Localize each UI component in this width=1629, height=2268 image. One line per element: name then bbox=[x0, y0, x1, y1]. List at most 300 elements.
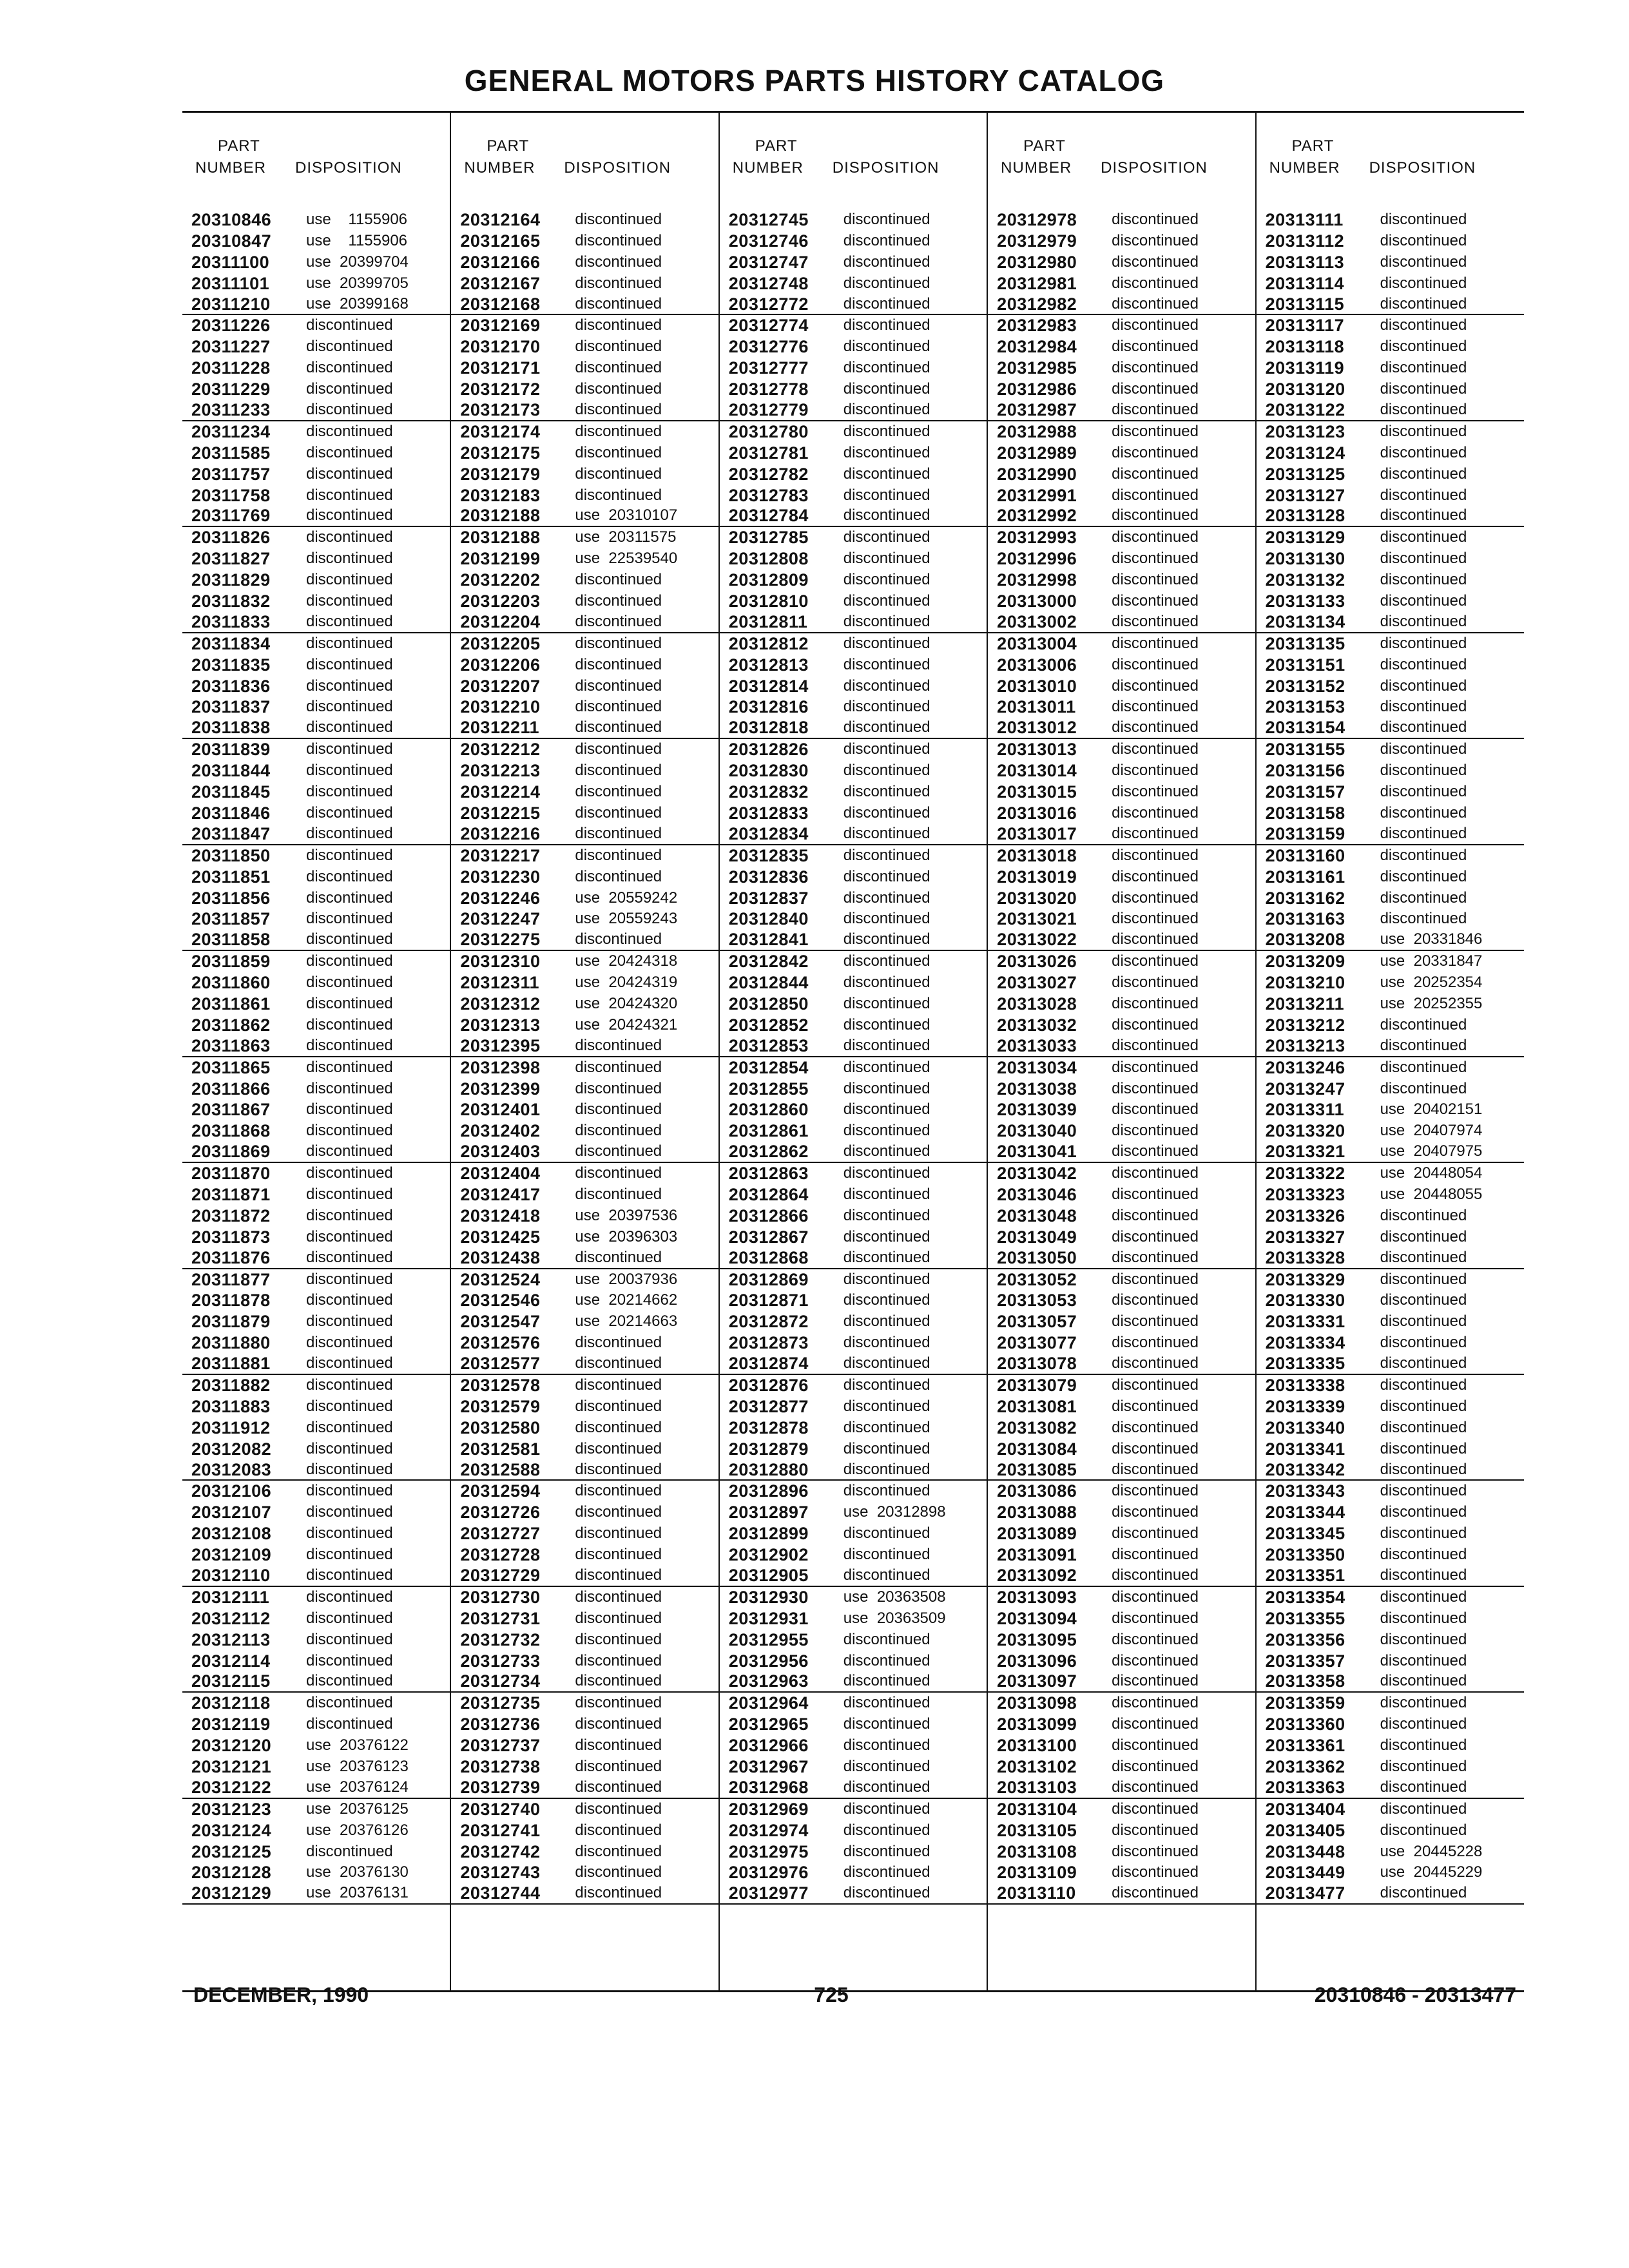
part-number: 20312123 bbox=[191, 1799, 272, 1819]
table-row bbox=[1257, 1671, 1524, 1693]
disposition: discontinued bbox=[1112, 1270, 1199, 1288]
table-row bbox=[1257, 1418, 1524, 1439]
disposition: discontinued bbox=[575, 294, 662, 312]
part-number: 20313405 bbox=[1265, 1820, 1345, 1840]
disposition: discontinued bbox=[1380, 1630, 1467, 1648]
part-number: 20313111 bbox=[1265, 210, 1344, 229]
part-number: 20312977 bbox=[728, 1883, 809, 1903]
disposition: discontinued bbox=[843, 1651, 930, 1669]
disposition: discontinued bbox=[1380, 550, 1467, 568]
part-number: 20311863 bbox=[191, 1035, 271, 1055]
disposition: discontinued bbox=[575, 1651, 662, 1669]
part-number: 20313331 bbox=[1265, 1312, 1345, 1332]
part-number: 20311829 bbox=[191, 570, 271, 590]
part-number: 20312808 bbox=[728, 549, 809, 569]
part-number: 20312120 bbox=[191, 1736, 272, 1756]
table-row bbox=[1257, 612, 1524, 633]
disposition: discontinued bbox=[1112, 443, 1199, 461]
disposition: discontinued bbox=[1380, 253, 1467, 271]
table-row bbox=[1257, 1502, 1524, 1523]
part-number: 20312966 bbox=[728, 1736, 809, 1756]
table-row bbox=[1257, 1227, 1524, 1248]
table-row bbox=[182, 1120, 450, 1142]
disposition: discontinued bbox=[575, 1397, 662, 1415]
disposition: discontinued bbox=[575, 380, 662, 398]
part-number: 20312113 bbox=[191, 1629, 271, 1649]
disposition: discontinued bbox=[1380, 718, 1467, 736]
disposition: discontinued bbox=[843, 1630, 930, 1648]
disposition: discontinued bbox=[575, 1863, 662, 1881]
part-number: 20312247 bbox=[460, 909, 541, 929]
disposition: discontinued bbox=[1112, 465, 1199, 483]
part-number: 20312211 bbox=[460, 718, 540, 738]
disposition: discontinued bbox=[1112, 803, 1199, 822]
disposition: discontinued bbox=[1112, 1397, 1199, 1415]
disposition: discontinued bbox=[306, 1164, 393, 1182]
table-row bbox=[182, 336, 450, 358]
part-number: 20312737 bbox=[460, 1736, 541, 1756]
part-number: 20313311 bbox=[1265, 1100, 1345, 1120]
part-number: 20312213 bbox=[460, 761, 541, 781]
disposition: use 20407974 bbox=[1380, 1122, 1483, 1140]
table-row bbox=[720, 1693, 987, 1714]
part-number: 20312983 bbox=[997, 316, 1077, 336]
table-row bbox=[988, 1142, 1255, 1163]
disposition: discontinued bbox=[1380, 1312, 1467, 1331]
table-row bbox=[1257, 867, 1524, 888]
table-row bbox=[720, 231, 987, 252]
disposition: discontinued bbox=[1380, 274, 1467, 292]
column-rows bbox=[451, 193, 718, 1905]
table-row bbox=[451, 1375, 718, 1396]
disposition: discontinued bbox=[1112, 1482, 1199, 1500]
disposition: discontinued bbox=[843, 1122, 930, 1140]
disposition: discontinued bbox=[306, 740, 393, 758]
table-row bbox=[988, 1120, 1255, 1142]
disposition: discontinued bbox=[1380, 867, 1467, 885]
disposition: discontinued bbox=[575, 1354, 662, 1372]
table-row bbox=[720, 1778, 987, 1799]
table-row bbox=[182, 421, 450, 443]
table-row bbox=[720, 443, 987, 464]
table-row bbox=[182, 951, 450, 972]
part-number: 20311870 bbox=[191, 1164, 271, 1184]
column-rows bbox=[1257, 193, 1524, 1905]
part-number: 20312861 bbox=[728, 1121, 809, 1141]
column-header bbox=[182, 113, 450, 193]
table-row bbox=[988, 1883, 1255, 1905]
disposition: discontinued bbox=[575, 1036, 662, 1054]
table-row bbox=[720, 739, 987, 760]
table-row bbox=[1257, 591, 1524, 612]
disposition: discontinued bbox=[843, 1100, 930, 1119]
disposition: use 1155906 bbox=[306, 231, 408, 249]
part-number: 20311856 bbox=[191, 888, 271, 908]
part-number: 20313105 bbox=[997, 1820, 1077, 1840]
table-row bbox=[182, 1184, 450, 1206]
part-number: 20311868 bbox=[191, 1121, 271, 1141]
table-row bbox=[451, 760, 718, 782]
disposition: discontinued bbox=[306, 592, 393, 610]
table-row bbox=[988, 1206, 1255, 1227]
table-row bbox=[988, 1587, 1255, 1608]
table-row bbox=[182, 506, 450, 527]
table-row bbox=[720, 591, 987, 612]
table-row bbox=[1257, 676, 1524, 697]
disposition: use 20312898 bbox=[843, 1503, 946, 1521]
table-row bbox=[1257, 972, 1524, 994]
part-number: 20312979 bbox=[997, 231, 1077, 251]
disposition: discontinued bbox=[575, 1142, 662, 1160]
part-number: 20312743 bbox=[460, 1863, 541, 1883]
part-number: 20312811 bbox=[728, 611, 808, 631]
part-number: 20313011 bbox=[997, 697, 1076, 717]
part-number: 20312165 bbox=[460, 231, 541, 251]
part-number: 20312214 bbox=[460, 782, 541, 802]
disposition: discontinued bbox=[843, 274, 930, 292]
part-number: 20311827 bbox=[191, 549, 271, 569]
table-row bbox=[988, 1756, 1255, 1778]
part-number: 20313094 bbox=[997, 1608, 1077, 1628]
disposition: discontinued bbox=[575, 443, 662, 461]
table-row bbox=[182, 676, 450, 697]
disposition: discontinued bbox=[1112, 1142, 1199, 1160]
header-disposition-label: DISPOSITION bbox=[832, 159, 940, 177]
disposition: discontinued bbox=[306, 634, 393, 652]
table-row bbox=[451, 1079, 718, 1100]
part-number: 20311847 bbox=[191, 823, 271, 843]
part-number: 20313004 bbox=[997, 633, 1077, 653]
part-number: 20312872 bbox=[728, 1312, 809, 1332]
table-row bbox=[720, 1629, 987, 1651]
disposition: discontinued bbox=[843, 824, 930, 842]
table-row bbox=[720, 1756, 987, 1778]
disposition: use 20331847 bbox=[1380, 952, 1483, 970]
part-number: 20313449 bbox=[1265, 1863, 1345, 1883]
disposition: use 20424319 bbox=[575, 974, 678, 992]
part-number: 20312862 bbox=[728, 1142, 809, 1162]
disposition: discontinued bbox=[306, 1036, 393, 1054]
table-row bbox=[988, 1375, 1255, 1396]
table-row bbox=[720, 994, 987, 1015]
disposition: discontinued bbox=[575, 846, 662, 864]
disposition: discontinued bbox=[306, 655, 393, 673]
table-row bbox=[451, 252, 718, 273]
table-row bbox=[1257, 1079, 1524, 1100]
disposition: discontinued bbox=[1380, 1248, 1467, 1266]
disposition: discontinued bbox=[1380, 422, 1467, 440]
part-number: 20312731 bbox=[460, 1608, 541, 1628]
part-number: 20311866 bbox=[191, 1079, 271, 1099]
table-row bbox=[182, 379, 450, 400]
part-number: 20312968 bbox=[728, 1777, 809, 1797]
table-row bbox=[182, 803, 450, 824]
part-number: 20310846 bbox=[191, 210, 272, 229]
table-row bbox=[988, 506, 1255, 527]
disposition: discontinued bbox=[306, 698, 393, 716]
disposition: discontinued bbox=[1112, 274, 1199, 292]
part-number: 20311826 bbox=[191, 528, 271, 548]
disposition: discontinued bbox=[1112, 1100, 1199, 1119]
disposition: discontinued bbox=[306, 1185, 393, 1203]
table-row bbox=[182, 1841, 450, 1863]
disposition: discontinued bbox=[843, 974, 930, 992]
disposition: discontinued bbox=[1380, 443, 1467, 461]
disposition: discontinued bbox=[575, 1842, 662, 1860]
part-number: 20311101 bbox=[191, 273, 270, 293]
part-number: 20313086 bbox=[997, 1481, 1077, 1501]
table-row bbox=[1257, 1544, 1524, 1566]
table-row bbox=[182, 1481, 450, 1502]
disposition: discontinued bbox=[1112, 824, 1199, 842]
part-number: 20311769 bbox=[191, 506, 271, 526]
disposition: discontinued bbox=[1112, 1694, 1199, 1712]
disposition: discontinued bbox=[843, 316, 930, 334]
part-number: 20312203 bbox=[460, 591, 541, 611]
part-number: 20312855 bbox=[728, 1079, 809, 1099]
table-row bbox=[988, 612, 1255, 633]
part-number: 20312747 bbox=[728, 252, 809, 272]
disposition: use 20252355 bbox=[1380, 994, 1483, 1012]
disposition: discontinued bbox=[1112, 1354, 1199, 1372]
part-number: 20313154 bbox=[1265, 718, 1345, 738]
disposition: discontinued bbox=[306, 1142, 393, 1160]
part-number: 20313210 bbox=[1265, 973, 1345, 993]
part-number: 20312217 bbox=[460, 845, 541, 865]
part-number: 20313021 bbox=[997, 909, 1077, 929]
footer-part-range: 20310846 - 20313477 bbox=[1314, 1983, 1516, 2006]
part-number: 20312778 bbox=[728, 380, 809, 399]
table-row bbox=[182, 718, 450, 739]
part-number: 20313322 bbox=[1265, 1164, 1345, 1184]
part-number: 20313326 bbox=[1265, 1206, 1345, 1225]
table-row bbox=[451, 1142, 718, 1163]
table-row bbox=[720, 1820, 987, 1841]
part-number: 20313330 bbox=[1265, 1291, 1345, 1311]
table-row bbox=[182, 1227, 450, 1248]
disposition: discontinued bbox=[843, 1334, 930, 1352]
table-row bbox=[720, 1566, 987, 1587]
table-row bbox=[988, 1735, 1255, 1756]
part-number: 20312878 bbox=[728, 1418, 809, 1437]
disposition: discontinued bbox=[306, 803, 393, 822]
part-number: 20313103 bbox=[997, 1777, 1077, 1797]
part-number: 20313362 bbox=[1265, 1757, 1345, 1777]
disposition: discontinued bbox=[1112, 486, 1199, 504]
part-number: 20313359 bbox=[1265, 1693, 1345, 1713]
table-row bbox=[451, 908, 718, 930]
table-row bbox=[988, 485, 1255, 506]
disposition: discontinued bbox=[575, 1058, 662, 1076]
table-row bbox=[182, 782, 450, 803]
table-row bbox=[1257, 1693, 1524, 1714]
disposition: discontinued bbox=[1380, 506, 1467, 524]
disposition: discontinued bbox=[843, 1142, 930, 1160]
table-row bbox=[988, 1820, 1255, 1841]
part-number: 20313017 bbox=[997, 823, 1077, 843]
header-part-label: PART bbox=[1291, 137, 1335, 155]
disposition: discontinued bbox=[575, 1503, 662, 1521]
part-number: 20312781 bbox=[728, 443, 809, 463]
table-row bbox=[720, 1079, 987, 1100]
table-row bbox=[451, 867, 718, 888]
table-row bbox=[720, 1396, 987, 1418]
table-row bbox=[1257, 718, 1524, 739]
part-number: 20313012 bbox=[997, 718, 1077, 738]
table-row bbox=[1257, 1862, 1524, 1883]
table-row bbox=[988, 1290, 1255, 1311]
part-number: 20311851 bbox=[191, 867, 271, 887]
table-row bbox=[451, 1820, 718, 1841]
part-number: 20312122 bbox=[191, 1777, 272, 1797]
disposition: discontinued bbox=[843, 1460, 930, 1478]
table-row bbox=[720, 972, 987, 994]
part-number: 20313128 bbox=[1265, 506, 1345, 526]
table-row bbox=[451, 506, 718, 527]
disposition: discontinued bbox=[306, 762, 393, 780]
part-number: 20313100 bbox=[997, 1736, 1077, 1756]
disposition: discontinued bbox=[306, 1588, 393, 1606]
part-number: 20312167 bbox=[460, 273, 541, 293]
table-row bbox=[182, 1439, 450, 1460]
table-row bbox=[182, 1735, 450, 1756]
table-row bbox=[988, 1523, 1255, 1544]
part-number: 20312581 bbox=[460, 1439, 541, 1459]
part-number: 20312866 bbox=[728, 1206, 809, 1225]
disposition: discontinued bbox=[1112, 1546, 1199, 1564]
part-number: 20312986 bbox=[997, 380, 1077, 399]
part-number: 20312083 bbox=[191, 1459, 272, 1479]
disposition: discontinued bbox=[843, 1418, 930, 1436]
disposition: discontinued bbox=[306, 1715, 393, 1733]
part-number: 20312579 bbox=[460, 1396, 541, 1416]
disposition: discontinued bbox=[306, 1376, 393, 1394]
disposition: discontinued bbox=[843, 571, 930, 589]
part-number: 20311100 bbox=[191, 252, 270, 272]
part-number: 20312588 bbox=[460, 1459, 541, 1479]
part-number: 20311858 bbox=[191, 930, 271, 950]
disposition: discontinued bbox=[843, 655, 930, 673]
disposition: discontinued bbox=[575, 592, 662, 610]
table-row bbox=[182, 612, 450, 633]
part-number: 20312202 bbox=[460, 570, 541, 590]
table-row bbox=[451, 1883, 718, 1905]
table-row bbox=[988, 739, 1255, 760]
disposition: discontinued bbox=[306, 1291, 393, 1309]
disposition: discontinued bbox=[306, 1312, 393, 1331]
part-number: 20313156 bbox=[1265, 761, 1345, 781]
disposition: use 20376122 bbox=[306, 1736, 409, 1754]
table-row bbox=[1257, 1523, 1524, 1544]
part-number: 20312744 bbox=[460, 1883, 541, 1903]
table-row bbox=[1257, 1163, 1524, 1184]
table-row bbox=[988, 1227, 1255, 1248]
disposition: discontinued bbox=[843, 1672, 930, 1690]
part-number: 20311757 bbox=[191, 464, 271, 484]
disposition: discontinued bbox=[575, 274, 662, 292]
table-row bbox=[182, 1206, 450, 1227]
disposition: discontinued bbox=[306, 1227, 393, 1245]
disposition: discontinued bbox=[306, 1418, 393, 1436]
disposition: discontinued bbox=[306, 486, 393, 504]
disposition: discontinued bbox=[843, 1758, 930, 1776]
table-row bbox=[1257, 994, 1524, 1015]
table-row bbox=[720, 358, 987, 379]
part-number: 20313082 bbox=[997, 1418, 1077, 1437]
table-row bbox=[1257, 379, 1524, 400]
table-row bbox=[1257, 633, 1524, 655]
table-row bbox=[1257, 315, 1524, 336]
disposition: discontinued bbox=[843, 294, 930, 312]
table-row bbox=[720, 1099, 987, 1120]
part-number: 20312546 bbox=[460, 1291, 541, 1311]
table-row bbox=[720, 1332, 987, 1354]
part-number: 20312864 bbox=[728, 1184, 809, 1204]
part-number: 20312780 bbox=[728, 421, 809, 441]
part-number: 20312863 bbox=[728, 1164, 809, 1184]
disposition: discontinued bbox=[1380, 910, 1467, 928]
disposition: discontinued bbox=[843, 401, 930, 419]
table-row bbox=[451, 972, 718, 994]
disposition: use 20331846 bbox=[1380, 930, 1483, 948]
table-row bbox=[451, 994, 718, 1015]
part-number: 20312727 bbox=[460, 1524, 541, 1544]
part-number: 20312779 bbox=[728, 400, 809, 420]
part-number: 20313159 bbox=[1265, 823, 1345, 843]
disposition: discontinued bbox=[1380, 1354, 1467, 1372]
table-row bbox=[1257, 1460, 1524, 1481]
part-number: 20311229 bbox=[191, 380, 271, 399]
disposition: discontinued bbox=[843, 1227, 930, 1245]
table-row bbox=[988, 1544, 1255, 1566]
table-row bbox=[1257, 1015, 1524, 1036]
table-row bbox=[1257, 1439, 1524, 1460]
part-number: 20312772 bbox=[728, 294, 809, 314]
disposition: discontinued bbox=[306, 1503, 393, 1521]
table-row bbox=[720, 676, 987, 697]
part-number: 20313113 bbox=[1265, 252, 1345, 272]
part-number: 20313038 bbox=[997, 1079, 1077, 1099]
table-row bbox=[451, 1120, 718, 1142]
table-row bbox=[988, 824, 1255, 845]
disposition: discontinued bbox=[843, 231, 930, 249]
part-number: 20312398 bbox=[460, 1057, 541, 1077]
part-number: 20313092 bbox=[997, 1566, 1077, 1585]
part-number: 20311862 bbox=[191, 1015, 271, 1035]
part-number: 20311861 bbox=[191, 994, 271, 1014]
table-row bbox=[1257, 294, 1524, 316]
disposition: discontinued bbox=[843, 1291, 930, 1309]
part-number: 20312832 bbox=[728, 782, 809, 802]
disposition: discontinued bbox=[1112, 1376, 1199, 1394]
disposition: discontinued bbox=[1380, 1227, 1467, 1245]
column-5 bbox=[1256, 113, 1524, 1992]
table-row bbox=[1257, 1883, 1524, 1905]
table-row bbox=[451, 273, 718, 294]
table-row bbox=[451, 1587, 718, 1608]
table-row bbox=[182, 633, 450, 655]
disposition: discontinued bbox=[306, 506, 393, 524]
table-row bbox=[1257, 1608, 1524, 1629]
part-number: 20313342 bbox=[1265, 1459, 1345, 1479]
table-row bbox=[1257, 1036, 1524, 1057]
disposition: discontinued bbox=[575, 677, 662, 695]
part-number: 20312188 bbox=[460, 506, 541, 526]
disposition: discontinued bbox=[1112, 974, 1199, 992]
part-number: 20312735 bbox=[460, 1693, 541, 1713]
part-number: 20312931 bbox=[728, 1608, 809, 1628]
disposition: discontinued bbox=[575, 718, 662, 736]
